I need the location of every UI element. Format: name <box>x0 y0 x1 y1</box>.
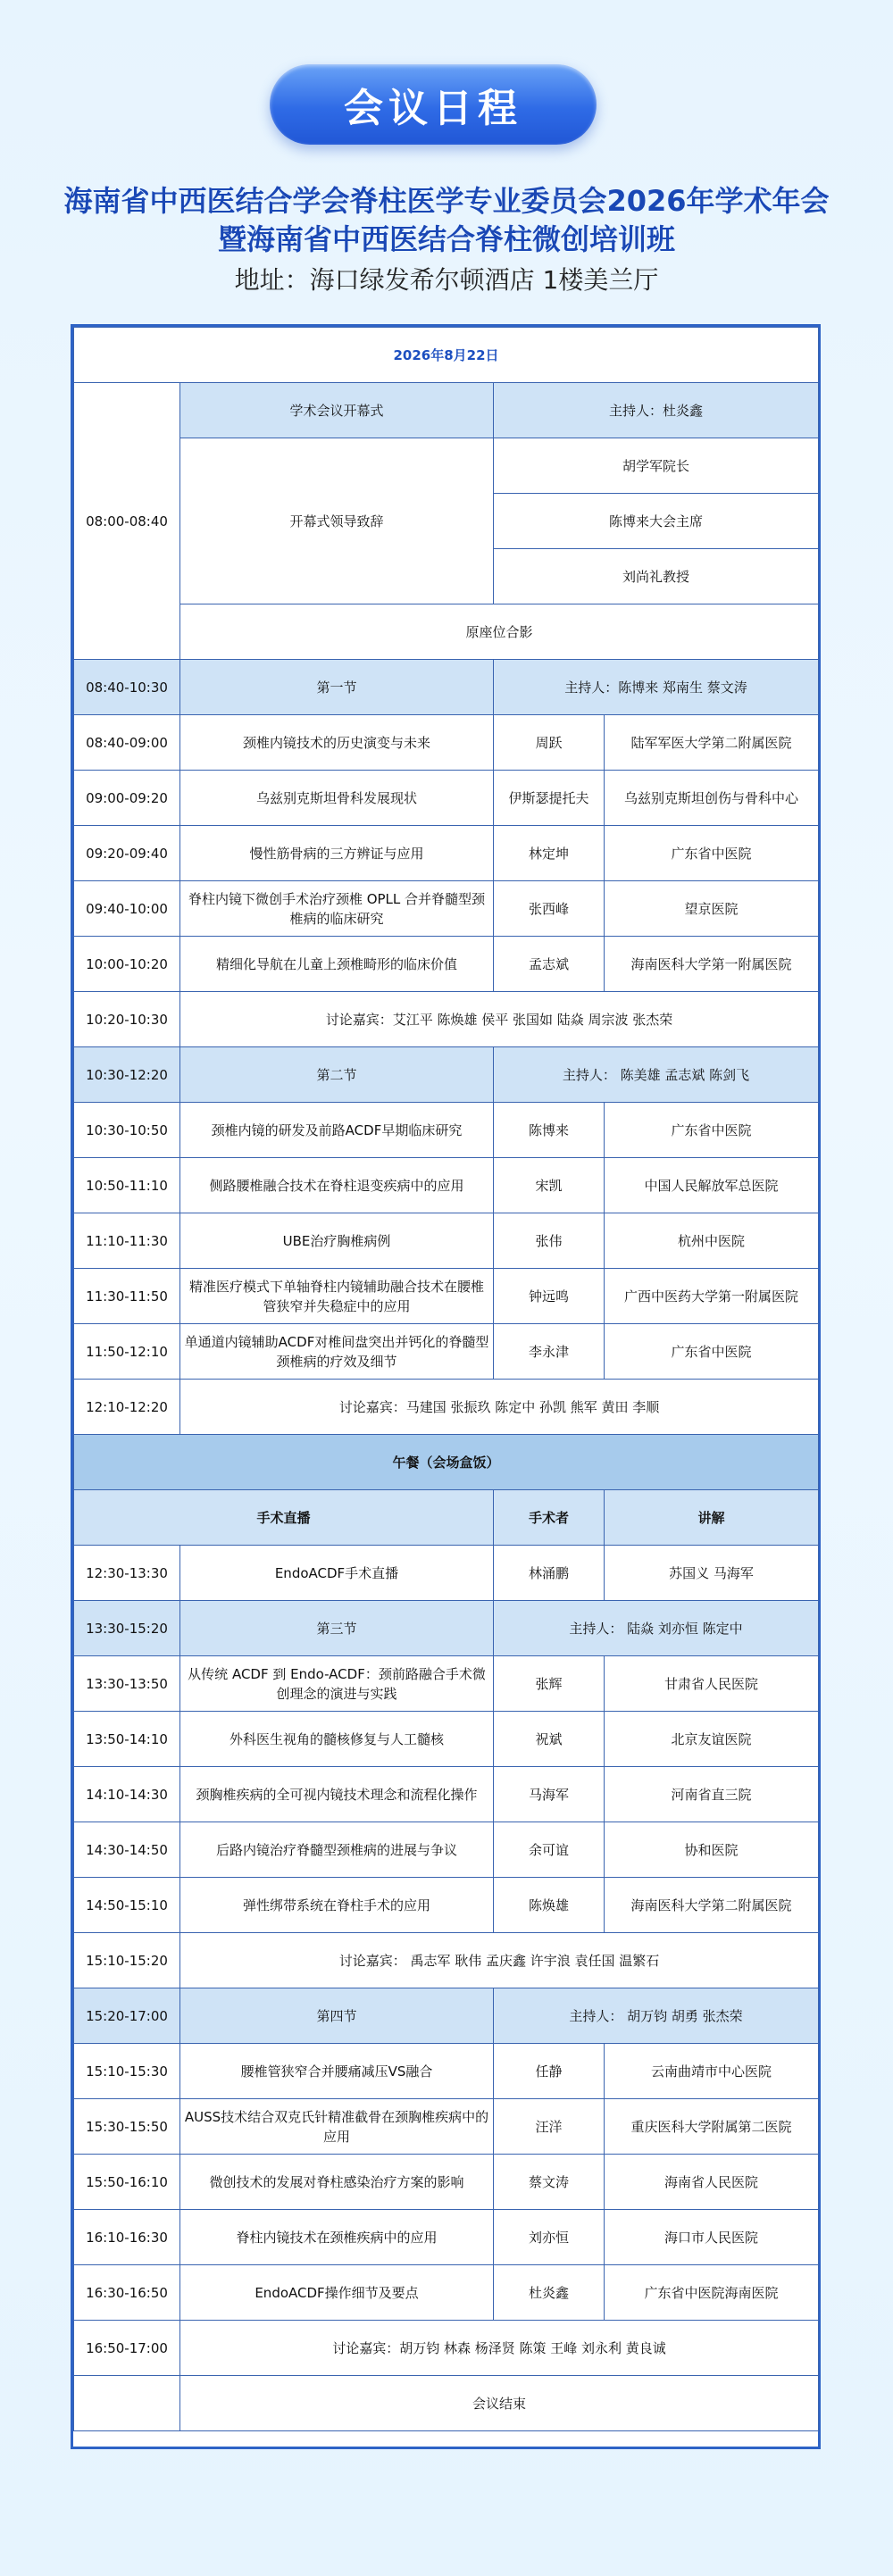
talk-time: 16:10-16:30 <box>74 2210 180 2265</box>
section-host: 主持人： 陆焱 刘亦恒 陈定中 <box>494 1601 819 1656</box>
schedule-date: 2026年8月22日 <box>74 328 819 383</box>
talk-speaker: 李永津 <box>494 1324 605 1380</box>
talk-time: 08:40-09:00 <box>74 715 180 771</box>
talk-speaker: 杜炎鑫 <box>494 2265 605 2321</box>
talk-speaker: 余可谊 <box>494 1822 605 1878</box>
talk-title: 后路内镜治疗脊髓型颈椎病的进展与争议 <box>180 1822 494 1878</box>
talk-time: 11:30-11:50 <box>74 1269 180 1324</box>
talk-org: 河南省直三院 <box>605 1767 819 1822</box>
conference-subtitle: 暨海南省中西医结合脊柱微创培训班 <box>217 222 675 256</box>
talk-speaker: 宋凯 <box>494 1158 605 1213</box>
talk-title: UBE治疗胸椎病例 <box>180 1213 494 1269</box>
talk-title: AUSS技术结合双克氏针精准截骨在颈胸椎疾病中的应用 <box>180 2099 494 2155</box>
section-time: 13:30-15:20 <box>74 1601 180 1656</box>
surgery-title: EndoACDF手术直播 <box>180 1546 494 1601</box>
talk-title: 颈椎内镜技术的历史演变与未来 <box>180 715 494 771</box>
opening-speaker: 胡学军院长 <box>494 438 819 494</box>
talk-title: 脊柱内镜下微创手术治疗颈椎 OPLL 合并脊髓型颈椎病的临床研究 <box>180 881 494 937</box>
talk-speaker: 汪洋 <box>494 2099 605 2155</box>
talk-row <box>74 1324 819 1380</box>
time-cell: 08:00-08:40 <box>74 383 180 660</box>
talk-speaker: 陈焕雄 <box>494 1878 605 1933</box>
discussion-time: 15:10-15:20 <box>74 1933 180 1988</box>
talk-org: 广西中医药大学第一附属医院 <box>605 1269 819 1324</box>
discussion-guests: 讨论嘉宾： 禹志军 耿伟 孟庆鑫 许宇浪 袁任国 温繁石 <box>180 1933 819 1988</box>
discussion-time: 10:20-10:30 <box>74 992 180 1047</box>
opening-host: 主持人：杜炎鑫 <box>494 383 819 438</box>
talk-org: 广东省中医院 <box>605 1103 819 1158</box>
talk-title: 单通道内镜辅助ACDF对椎间盘突出并钙化的脊髓型颈椎病的疗效及细节 <box>180 1324 494 1380</box>
section-host: 主持人：陈博来 郑南生 蔡文涛 <box>494 660 819 715</box>
page-banner: 会议日程 <box>270 64 597 145</box>
talk-speaker: 孟志斌 <box>494 937 605 992</box>
talk-org: 甘肃省人民医院 <box>605 1656 819 1712</box>
talk-org: 杭州中医院 <box>605 1213 819 1269</box>
talk-row <box>74 1656 819 1712</box>
talk-title: 乌兹别克斯坦骨科发展现状 <box>180 771 494 826</box>
talk-title: 侧路腰椎融合技术在脊柱退变疾病中的应用 <box>180 1158 494 1213</box>
discussion-time: 16:50-17:00 <box>74 2321 180 2376</box>
discussion-time: 12:10-12:20 <box>74 1380 180 1435</box>
talk-time: 14:10-14:30 <box>74 1767 180 1822</box>
talk-org: 海口市人民医院 <box>605 2210 819 2265</box>
talk-time: 15:50-16:10 <box>74 2155 180 2210</box>
surgery-time: 12:30-13:30 <box>74 1546 180 1601</box>
talk-time: 10:50-11:10 <box>74 1158 180 1213</box>
talk-time: 10:00-10:20 <box>74 937 180 992</box>
section-time: 10:30-12:20 <box>74 1047 180 1103</box>
opening-speaker: 陈博来大会主席 <box>494 494 819 549</box>
talk-title: 弹性绑带系统在脊柱手术的应用 <box>180 1878 494 1933</box>
talk-title: 颈椎内镜的研发及前路ACDF早期临床研究 <box>180 1103 494 1158</box>
venue-address: 地址：海口绿发希尔顿酒店 1楼美兰厅 <box>234 265 659 295</box>
talk-row <box>74 881 819 937</box>
talk-org: 乌兹别克斯坦创伤与骨科中心 <box>605 771 819 826</box>
talk-row <box>74 826 819 881</box>
talk-title: 从传统 ACDF 到 Endo-ACDF：颈前路融合手术微创理念的演进与实践 <box>180 1656 494 1712</box>
talk-speaker: 刘亦恒 <box>494 2210 605 2265</box>
talk-time: 16:30-16:50 <box>74 2265 180 2321</box>
talk-speaker: 马海军 <box>494 1767 605 1822</box>
talk-row <box>74 937 819 992</box>
talk-speaker: 张伟 <box>494 1213 605 1269</box>
discussion-guests: 讨论嘉宾：胡万钧 林森 杨泽贤 陈策 王峰 刘永利 黄良诚 <box>180 2321 819 2376</box>
section-time: 08:40-10:30 <box>74 660 180 715</box>
closing-time-cell <box>74 2376 180 2431</box>
talk-title: 精细化导航在儿童上颈椎畸形的临床价值 <box>180 937 494 992</box>
opening-speech-label: 开幕式领导致辞 <box>180 438 494 604</box>
section-name: 第一节 <box>180 660 494 715</box>
talk-row <box>74 1103 819 1158</box>
talk-org: 广东省中医院 <box>605 1324 819 1380</box>
section-host: 主持人： 陈美雄 孟志斌 陈剑飞 <box>494 1047 819 1103</box>
talk-org: 广东省中医院海南医院 <box>605 2265 819 2321</box>
talk-row <box>74 2099 819 2155</box>
talk-org: 海南医科大学第一附属医院 <box>605 937 819 992</box>
lunch-break: 午餐（会场盒饭） <box>74 1435 819 1490</box>
talk-time: 14:50-15:10 <box>74 1878 180 1933</box>
discussion-guests: 讨论嘉宾：艾江平 陈焕雄 侯平 张国如 陆焱 周宗波 张杰荣 <box>180 992 819 1047</box>
commentary-header: 讲解 <box>605 1490 819 1546</box>
talk-time: 13:30-13:50 <box>74 1656 180 1712</box>
section-name: 第四节 <box>180 1988 494 2044</box>
opening-speaker: 刘尚礼教授 <box>494 549 819 604</box>
talk-title: EndoACDF操作细节及要点 <box>180 2265 494 2321</box>
talk-row <box>74 1158 819 1213</box>
operator-header: 手术者 <box>494 1490 605 1546</box>
talk-title: 腰椎管狭窄合并腰痛减压VS融合 <box>180 2044 494 2099</box>
talk-row <box>74 1712 819 1767</box>
talk-time: 11:10-11:30 <box>74 1213 180 1269</box>
section-time: 15:20-17:00 <box>74 1988 180 2044</box>
talk-row <box>74 771 819 826</box>
talk-speaker: 周跃 <box>494 715 605 771</box>
talk-time: 14:30-14:50 <box>74 1822 180 1878</box>
schedule-table <box>73 327 819 2431</box>
talk-time: 15:30-15:50 <box>74 2099 180 2155</box>
talk-time: 13:50-14:10 <box>74 1712 180 1767</box>
talk-speaker: 任静 <box>494 2044 605 2099</box>
talk-org: 中国人民解放军总医院 <box>605 1158 819 1213</box>
talk-title: 微创技术的发展对脊柱感染治疗方案的影响 <box>180 2155 494 2210</box>
talk-speaker: 林定坤 <box>494 826 605 881</box>
talk-time: 09:20-09:40 <box>74 826 180 881</box>
talk-speaker: 钟远鸣 <box>494 1269 605 1324</box>
talk-org: 广东省中医院 <box>605 826 819 881</box>
talk-org: 海南省人民医院 <box>605 2155 819 2210</box>
closing: 会议结束 <box>180 2376 819 2431</box>
talk-org: 云南曲靖市中心医院 <box>605 2044 819 2099</box>
talk-time: 09:00-09:20 <box>74 771 180 826</box>
talk-row <box>74 1767 819 1822</box>
talk-org: 海南医科大学第二附属医院 <box>605 1878 819 1933</box>
talk-title: 精准医疗模式下单轴脊柱内镜辅助融合技术在腰椎管狭窄并失稳症中的应用 <box>180 1269 494 1324</box>
talk-speaker: 蔡文涛 <box>494 2155 605 2210</box>
talk-row <box>74 2265 819 2321</box>
talk-org: 北京友谊医院 <box>605 1712 819 1767</box>
talk-org: 重庆医科大学附属第二医院 <box>605 2099 819 2155</box>
discussion-guests: 讨论嘉宾：马建国 张振玖 陈定中 孙凯 熊军 黄田 李顺 <box>180 1380 819 1435</box>
talk-time: 09:40-10:00 <box>74 881 180 937</box>
group-photo: 原座位合影 <box>180 604 819 660</box>
surgery-operator: 林涌鹏 <box>494 1546 605 1601</box>
talk-row <box>74 715 819 771</box>
talk-org: 协和医院 <box>605 1822 819 1878</box>
talk-row <box>74 1878 819 1933</box>
talk-row <box>74 2210 819 2265</box>
conference-title: 海南省中西医结合学会脊柱医学专业委员会2026年学术年会 <box>63 184 830 218</box>
talk-title: 外科医生视角的髓核修复与人工髓核 <box>180 1712 494 1767</box>
talk-title: 颈胸椎疾病的全可视内镜技术理念和流程化操作 <box>180 1767 494 1822</box>
talk-time: 15:10-15:30 <box>74 2044 180 2099</box>
talk-row <box>74 1269 819 1324</box>
talk-title: 慢性筋骨病的三方辨证与应用 <box>180 826 494 881</box>
talk-speaker: 祝斌 <box>494 1712 605 1767</box>
talk-speaker: 张西峰 <box>494 881 605 937</box>
talk-speaker: 伊斯瑟提托夫 <box>494 771 605 826</box>
opening-label: 学术会议开幕式 <box>180 383 494 438</box>
talk-row <box>74 2155 819 2210</box>
section-name: 第二节 <box>180 1047 494 1103</box>
talk-row <box>74 1213 819 1269</box>
section-name: 第三节 <box>180 1601 494 1656</box>
talk-time: 11:50-12:10 <box>74 1324 180 1380</box>
talk-speaker: 张辉 <box>494 1656 605 1712</box>
surgery-header: 手术直播 <box>74 1490 494 1546</box>
talk-title: 脊柱内镜技术在颈椎疾病中的应用 <box>180 2210 494 2265</box>
talk-org: 望京医院 <box>605 881 819 937</box>
talk-time: 10:30-10:50 <box>74 1103 180 1158</box>
talk-org: 陆军军医大学第二附属医院 <box>605 715 819 771</box>
talk-speaker: 陈博来 <box>494 1103 605 1158</box>
surgery-commentary: 苏国义 马海军 <box>605 1546 819 1601</box>
section-host: 主持人： 胡万钧 胡勇 张杰荣 <box>494 1988 819 2044</box>
talk-row <box>74 2044 819 2099</box>
talk-row <box>74 1822 819 1878</box>
